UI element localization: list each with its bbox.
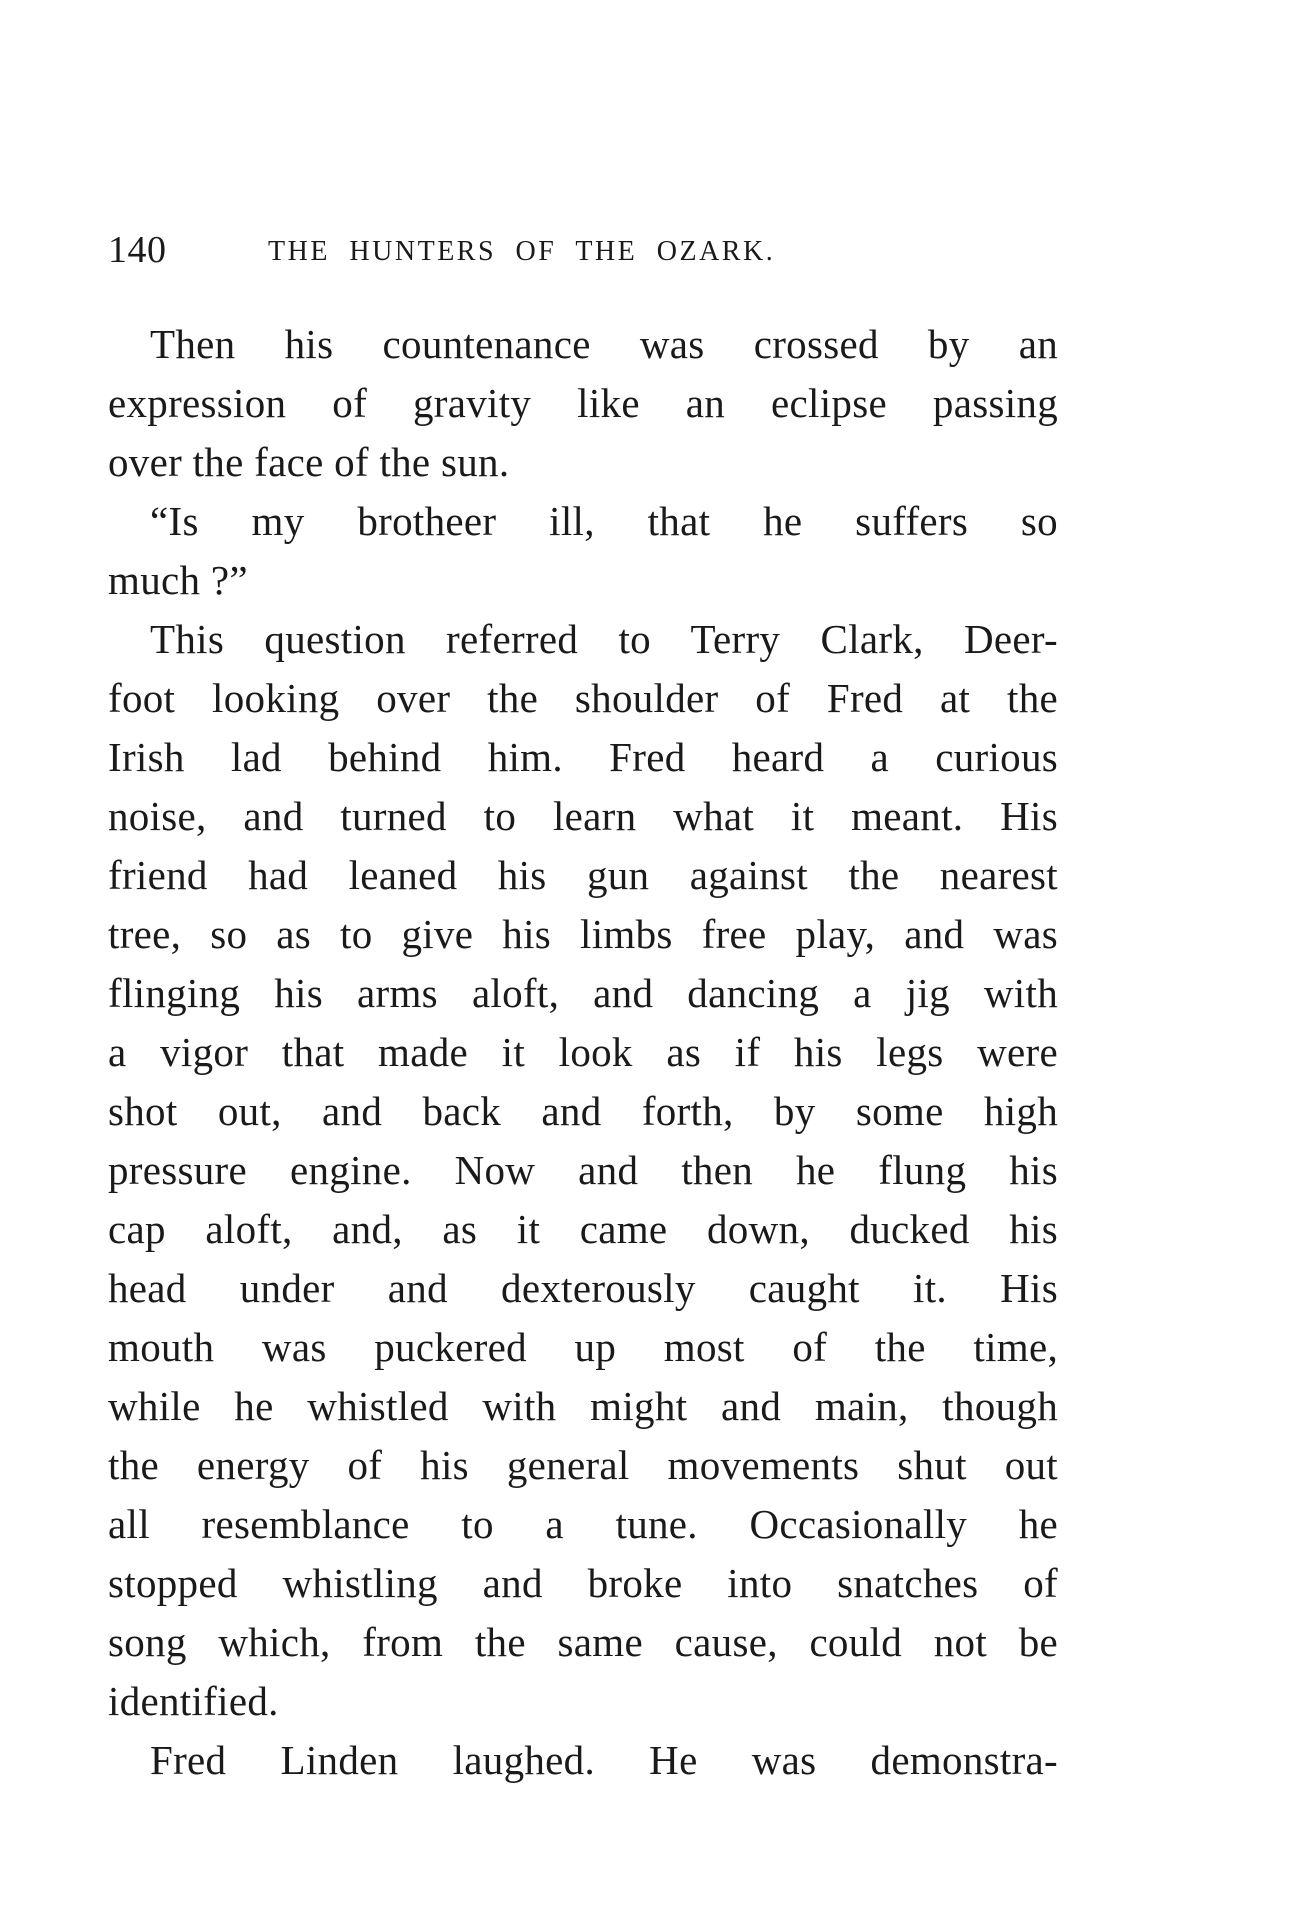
text-line: mouth was puckered up most of the time, — [108, 1324, 1058, 1370]
text-line: This question referred to Terry Clark, Deer- — [150, 616, 1058, 662]
text-line: friend had leaned his gun against the nearest — [108, 852, 1058, 898]
text-line: while he whistled with might and main, though — [108, 1383, 1058, 1429]
text-line: the energy of his general movements shut out — [108, 1442, 1058, 1488]
text-line: all resemblance to a tune. Occasionally he — [108, 1501, 1058, 1547]
text-line: noise, and turned to learn what it meant. His — [108, 793, 1058, 839]
text-line: much ?” — [108, 557, 248, 603]
text-line: over the face of the sun. — [108, 439, 510, 485]
text-line: head under and dexterously caught it. His — [108, 1265, 1058, 1311]
body-text — [108, 315, 1058, 1790]
running-title: THE HUNTERS OF THE OZARK. — [268, 236, 776, 267]
page-number: 140 — [108, 229, 167, 271]
text-line: Irish lad behind him. Fred heard a curious — [108, 734, 1058, 780]
text-line: a vigor that made it look as if his legs were — [108, 1029, 1058, 1075]
text-line: “Is my brotheer ill, that he suffers so — [150, 498, 1058, 544]
text-line: Then his countenance was crossed by an — [150, 321, 1058, 367]
text-line: foot looking over the shoulder of Fred at the — [108, 675, 1058, 721]
text-line: stopped whistling and broke into snatches of — [108, 1560, 1058, 1606]
text-line: song which, from the same cause, could not be — [108, 1619, 1058, 1665]
text-line: identified. — [108, 1678, 279, 1724]
text-line: pressure engine. Now and then he flung his — [108, 1147, 1058, 1193]
text-line: Fred Linden laughed. He was demonstra- — [150, 1737, 1058, 1783]
text-line: shot out, and back and forth, by some high — [108, 1088, 1058, 1134]
text-line: cap aloft, and, as it came down, ducked his — [108, 1206, 1058, 1252]
running-head — [108, 228, 1058, 288]
text-line: tree, so as to give his limbs free play, and was — [108, 911, 1058, 957]
text-line: flinging his arms aloft, and dancing a jig with — [108, 970, 1058, 1016]
text-line: expression of gravity like an eclipse passing — [108, 380, 1058, 426]
